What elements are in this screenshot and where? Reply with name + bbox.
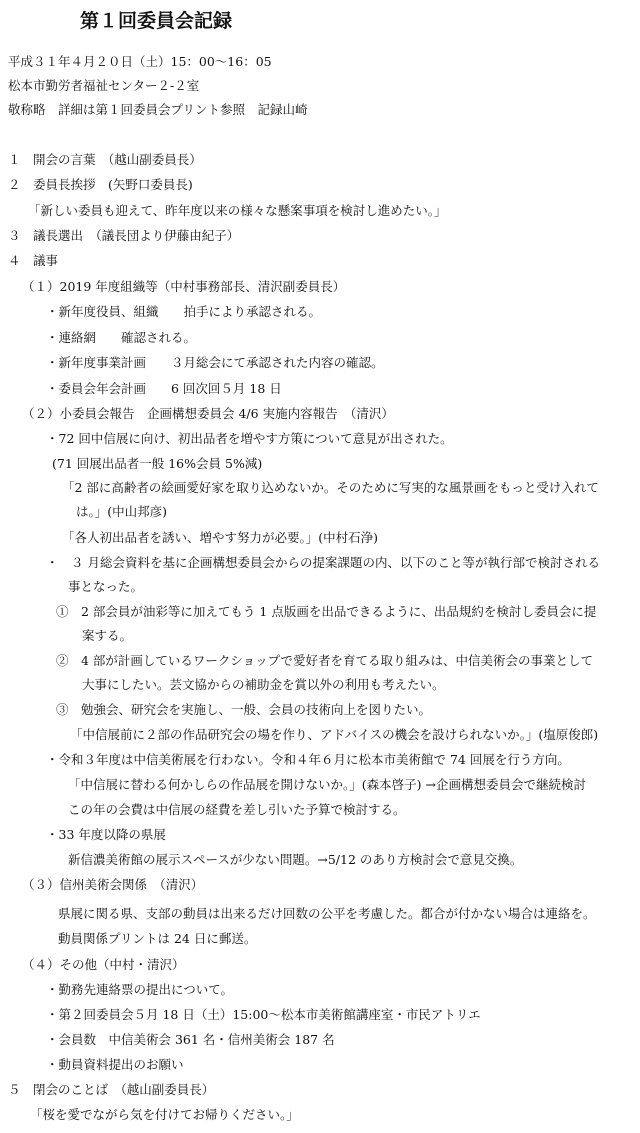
agenda-2-bullet-3: ・令和３年度は中信美術展を行わない。令和４年６月に松本市美術館で 74 回展を行う方向。 [46,752,570,767]
agenda-2-quote-1b: は。」(中山邦彦) [76,504,168,519]
agenda-2-bullet-4: ・33 年度以降の県展 [46,827,166,842]
agenda-4-bullet-4: ・動員資料提出のお願い [46,1057,184,1072]
agenda-2-bullet-2b: 事となった。 [68,579,144,594]
document-title: 第１回委員会記録 [80,10,233,32]
agenda-2-quote-1a: 「2 部に高齢者の絵画愛好家を取り込めないか。そのために写実的な風景画をもっと受け入れて [62,480,599,495]
item-1-opening: １ 開会の言葉 （越山副委員長） [8,152,202,167]
proposal-3-quote: 「中信展前に２部の作品研究会の場を作り、アドバイスの機会を設けられないか。」(塩原俊郎) [70,727,599,742]
agenda-2-bullet-2a: ・ ３ 月総会資料を基に企画構想委員会からの提案課題の内、以下のこと等が執行部で検討される [46,555,600,570]
agenda-1-bullet-4: ・委員会年会計画 6 回次回５月 18 日 [46,381,282,396]
agenda-4-bullet-2: ・第２回委員会５月 18 日（土）15:00〜松本市美術館講座室・市民アトリエ [46,1007,481,1022]
agenda-2-bullet-3-quote: 「中信展に替わる何かしらの作品展を開けないか。」(森本啓子) →企画構想委員会で継続検討 [68,777,586,792]
proposal-2a: ② 4 部が計画しているワークショップで愛好者を育てる取り組みは、中信美術会の事業として [56,653,594,668]
agenda-3-note-1: 県展に関る県、支部の動員は出来るだけ回数の公平を考慮した。都合が付かない場合は連絡を。 [58,906,596,921]
agenda-4-bullet-3: ・会員数 中信美術会 361 名・信州美術会 187 名 [46,1032,335,1047]
agenda-4-bullet-1: ・勤務先連絡票の提出について。 [46,982,234,997]
agenda-4-heading: （４）その他（中村・清沢） [22,957,185,972]
agenda-1-bullet-3: ・新年度事業計画 ３月総会にて承認された内容の確認。 [46,355,384,370]
proposal-2b: 大事にしたい。芸文協からの補助金を賞以外の利用も考えたい。 [82,677,445,692]
agenda-2-bullet-1: ・72 回中信展に向け、初出品者を増やす方策について意見が出された。 [46,431,453,446]
proposal-1b: 案する。 [82,628,133,643]
proposal-1a: ① 2 部会員が油彩等に加えてもう 1 点版画を出品できるように、出品規約を検討し委員会に提 [56,604,597,619]
meeting-date: 平成３１年４月２０日（土）15：00〜16：05 [8,54,272,69]
agenda-3-note-2: 動員関係プリントは 24 日に郵送。 [58,931,257,946]
closing-quote: 「桜を愛でながら気を付けてお帰りください。」 [30,1107,299,1122]
agenda-1-bullet-1: ・新年度役員、組織 拍手により承認される。 [46,304,322,319]
agenda-2-heading: （２）小委員会報告 企画構想委員会 4/6 実施内容報告 （清沢） [22,406,394,421]
agenda-1-bullet-2: ・連絡網 確認される。 [46,330,197,345]
proposal-3: ③ 勉強会、研究会を実施し、一般、会員の技術向上を図りたい。 [56,702,432,717]
agenda-3-heading: （３）信州美術会関係 （清沢） [22,877,204,892]
item-2-greeting: ２ 委員長挨拶 (矢野口委員長) [8,177,193,192]
agenda-2-quote-2: 「各人初出品者を誘い、増やす努力が必要。」(中村石浄) [62,530,379,545]
meeting-place: 松本市勤労者福祉センター２‐２室 [8,78,200,93]
greeting-quote: 「新しい委員も迎えて、昨年度以来の様々な懸案事項を検討し進めたい。」 [28,203,447,218]
meeting-note: 敬称略 詳細は第１回委員会プリント参照 記録山崎 [8,102,308,117]
item-3-chair: ３ 議長選出 （議長団より伊藤由紀子） [8,228,240,243]
agenda-1-heading: （１）2019 年度組織等（中村事務部長、清沢副委員長） [22,279,346,294]
agenda-2-bullet-4-note: 新信濃美術館の展示スペースが少ない問題。→5/12 のあり方検討会で意見交換。 [68,852,523,867]
item-5-closing: ５ 閉会のことば （越山副委員長） [8,1082,215,1097]
item-4-agenda: ４ 議事 [8,253,59,268]
agenda-2-stat: (71 回展出品者一般 16%会員 5%減) [52,456,263,471]
agenda-2-bullet-3-note: この年の会費は中信展の経費を差し引いた予算で検討する。 [68,802,406,817]
